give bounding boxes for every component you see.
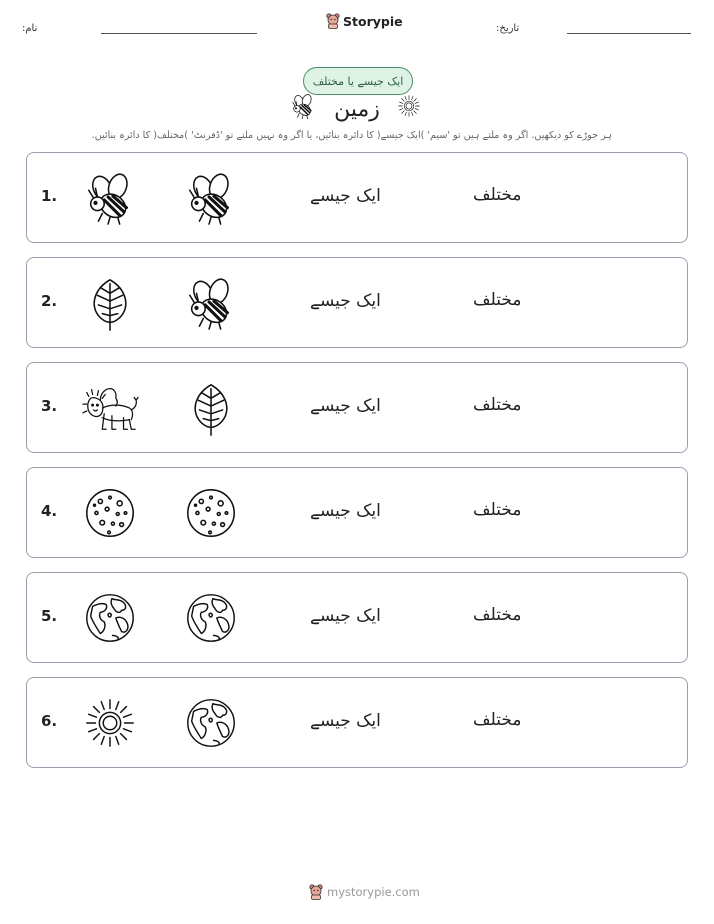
date-line[interactable] [567,33,691,34]
moon-icon [81,484,139,542]
earth-icon [182,694,240,752]
storypie-bear-icon [309,884,323,900]
brand-logo [326,13,403,29]
same-option[interactable]: ایک جیسے [310,396,381,416]
footer-url[interactable]: mystorypie.com [327,885,420,899]
worksheet-badge: ایک جیسے یا مختلف [303,67,413,95]
earth-icon [81,589,139,647]
question-number: 1. [41,187,58,205]
question-row-4 [26,467,688,558]
bee-icon [182,169,240,227]
instructions: ہر جوڑے کو دیکھیں. اگر وہ ملتے ہیں تو 'سیم' )ایک جیسے( کا دائرہ بنائیں، یا اگر وہ نہیں ملتے تو 'ڈفرنٹ' )مختلف( کا دائرہ بنائیں. [91,130,612,141]
bee-icon [81,169,139,227]
question-number: 2. [41,292,58,310]
footer [309,884,420,900]
leaf-icon [182,379,240,437]
question-row-2 [26,257,688,348]
question-row-1 [26,152,688,243]
lion-icon [81,379,139,437]
bee-icon [182,274,240,332]
question-number: 6. [41,712,58,730]
page-title: زمین [334,97,380,122]
name-line[interactable] [101,33,257,34]
question-row-3 [26,362,688,453]
same-option[interactable]: ایک جیسے [310,711,381,731]
question-row-5 [26,572,688,663]
same-option[interactable]: ایک جیسے [310,501,381,521]
question-number: 4. [41,502,58,520]
sun-icon [81,694,139,752]
same-option[interactable]: ایک جیسے [310,186,381,206]
different-option[interactable]: مختلف [473,290,522,310]
same-option[interactable]: ایک جیسے [310,606,381,626]
leaf-icon [81,274,139,332]
question-row-6 [26,677,688,768]
storypie-bear-icon [326,13,340,29]
different-option[interactable]: مختلف [473,395,522,415]
earth-icon [182,589,240,647]
different-option[interactable]: مختلف [473,500,522,520]
title-sun-icon [396,93,422,119]
question-number: 3. [41,397,58,415]
different-option[interactable]: مختلف [473,185,522,205]
moon-icon [182,484,240,542]
same-option[interactable]: ایک جیسے [310,291,381,311]
brand-name: Storypie [343,13,403,29]
different-option[interactable]: مختلف [473,605,522,625]
different-option[interactable]: مختلف [473,710,522,730]
date-label: تاریخ: [496,23,520,34]
name-label: نام: [22,23,38,34]
question-number: 5. [41,607,58,625]
